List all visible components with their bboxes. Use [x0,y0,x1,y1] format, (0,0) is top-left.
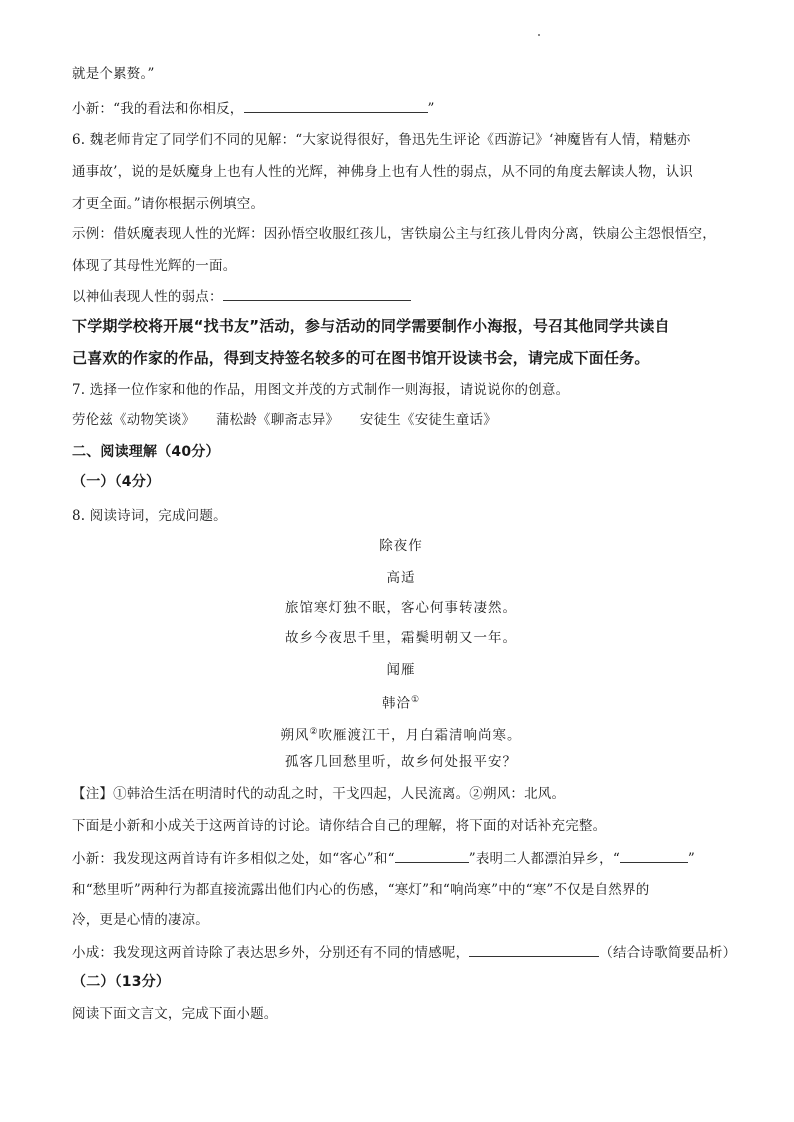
scan-dot [538,34,540,36]
answer-blank[interactable] [469,942,599,957]
poem-line: 孤客几回愁里听，故乡何处报平安？ [285,754,517,770]
text-line: 才更全面。”请你根据示例填空。 [72,196,265,212]
text-line: 通事故’，说的是妖魔身上也有人性的光辉，神佛身上也有人性的弱点，从不同的角度去解读人物，认识 [72,164,693,180]
text-line: 冷，更是心情的凄凉。 [72,912,209,928]
subsection-heading: （一）（4分） [72,474,161,490]
poem-author: 韩洽① [381,695,421,712]
poem-line: 旅馆寒灯独不眠，客心何事转凄然。 [285,600,517,616]
fill-line-shenxian: 以神仙表现人性的弱点： [72,286,730,307]
author-options: 劳伦兹《动物笑谈》 蒲松龄《聊斋志异》 安徒生《安徒生童话》 [72,412,497,428]
xiaoxin-discussion: 小新：我发现这两首诗有许多相似之处，如“客心”和“ ”表明二人都漂泊异乡，“ ” [72,848,730,869]
xiaoxin-opinion-line: 小新：“我的看法和你相反， ” [72,98,730,119]
poem-author: 高适 [386,570,416,586]
xiaocheng-discussion: 小成：我发现这两首诗除了表达思乡外，分别还有不同的情感呢， （结合诗歌简要品析） [72,942,730,963]
reading-instruction: 阅读下面文言文，完成下面小题。 [72,1006,278,1022]
question-6: 6. 魏老师肯定了同学们不同的见解：“大家说得很好，鲁迅先生评论《西游记》‘神魔皆有人情，精魅亦 [72,132,691,148]
task-intro: 己喜欢的作家的作品，得到支持签名较多的可在图书馆开设读书会，请完成下面任务。 [72,349,650,367]
discussion-intro: 下面是小新和小成关于这两首诗的讨论。请你结合自己的理解，将下面的对话补充完整。 [72,818,607,834]
poem-title: 除夜作 [379,538,423,554]
question-8: 8. 阅读诗词，完成问题。 [72,508,227,524]
poem-line: 朔风②吹雁渡江干，月白霜清响尚寒。 [280,727,522,744]
text-line: 就是个累赘。” [72,66,155,82]
annotation-note: 【注】①韩洽生活在明清时代的动乱之时，干戈四起，人民流离。②朔风：北风。 [72,786,566,802]
answer-blank[interactable] [244,98,428,113]
poem-line: 故乡今夜思千里，霜鬓明朝又一年。 [285,630,517,646]
answer-blank[interactable] [395,848,469,863]
question-7: 7. 选择一位作家和他的作品，用图文并茂的方式制作一则海报，请说说你的创意。 [72,382,570,398]
task-intro: 下学期学校将开展“找书友”活动，参与活动的同学需要制作小海报，号召其他同学共读自 [72,317,670,335]
answer-blank[interactable] [620,848,688,863]
poem-title: 闻雁 [386,662,416,678]
answer-blank[interactable] [223,286,411,301]
text-line: 和“愁里听”两种行为都直接流露出他们内心的伤感，“寒灯”和“响尚寒”中的“寒”不仅是自然界的 [72,882,650,898]
example-line: 示例：借妖魔表现人性的光辉：因孙悟空收服红孩儿，害铁扇公主与红孩儿骨肉分离，铁扇公主怨恨悟空， [72,226,716,242]
subsection-heading: （二）（13分） [72,974,171,990]
section-heading: 二、阅读理解（40分） [72,444,220,460]
text-line: 体现了其母性光辉的一面。 [72,258,237,274]
